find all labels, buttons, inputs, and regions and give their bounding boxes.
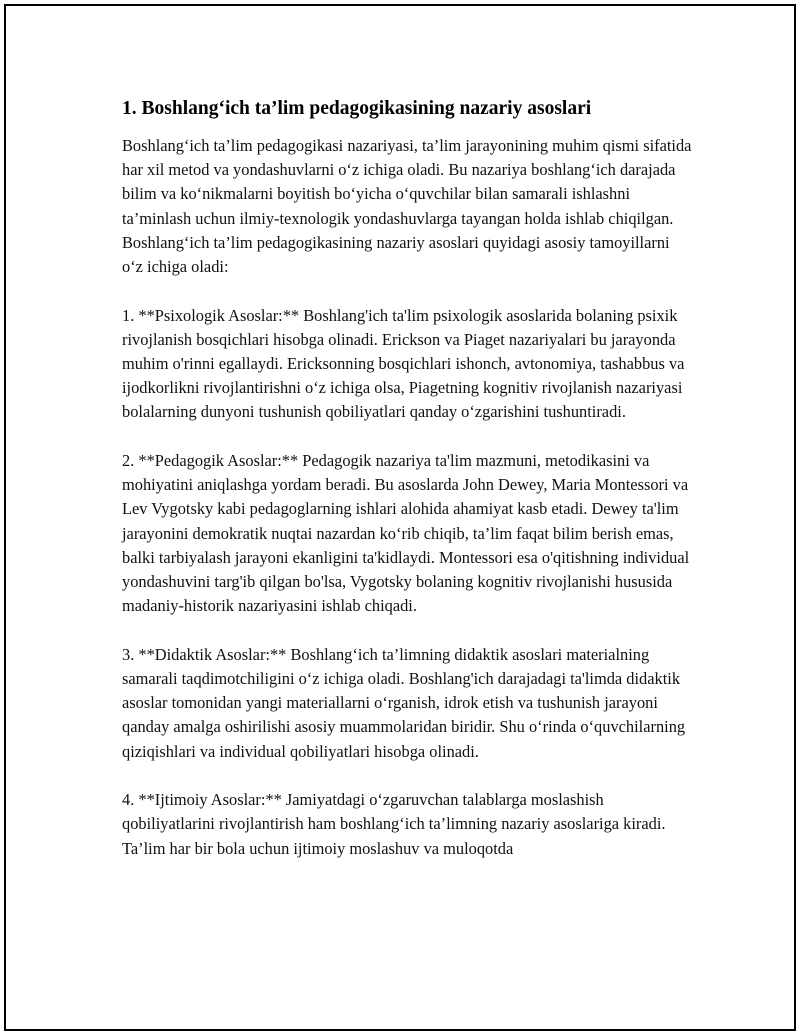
social-foundations-paragraph: 4. **Ijtimoiy Asoslar:** Jamiyatdagi o‘zgaruvchan talablarga moslashish qobiliyatlarini rivojlantirish ham boshlang‘ich ta’limning nazariy asoslariga kiradi. Ta’lim har bir bola uchun ijtimoiy moslashuv va muloqotda	[122, 790, 666, 858]
intro-paragraph: Boshlang‘ich ta’lim pedagogikasi nazariyasi, ta’lim jarayonining muhim qismi sifatida har xil metod va yondashuvlarni o‘z ichiga oladi. Bu nazariya boshlang‘ich darajada bilim va ko‘nikmalarni boyitish bo‘yicha o‘quvchilar bilan samarali ishlashni ta’minlash uchun ilmiy-texnologik yondashuvlarga tayangan holda ishlab chiqilgan. Boshlang‘ich ta’lim pedagogikasining nazariy asoslari quyidagi asosiy tamoyillarni o‘z ichiga oladi:	[122, 136, 692, 277]
document-body	[122, 96, 694, 885]
section-heading: 1. Boshlang‘ich ta’lim pedagogikasining nazariy asoslari	[122, 98, 592, 119]
pedagogical-foundations-paragraph: 2. **Pedagogik Asoslar:** Pedagogik nazariya ta'lim mazmuni, metodikasini va mohiyatini aniqlashga yordam beradi. Bu asoslarda John Dewey, Maria Montessori va Lev Vygotsky kabi pedagoglarning ishlari alohida ahamiyat kasb etadi. Dewey ta'lim jarayonini demokratik nuqtai nazardan ko‘rib chiqib, ta’lim faqat bilim berish emas, balki tarbiyalash jarayoni ekanligini ta'kidlaydi. Montessori esa o'qitishning individual yondashuvini targ'ib qilgan bo'lsa, Vygotsky bolaning kognitiv rivojlanishi hususida madaniy-historik nazariyasini ishlab chiqadi.	[122, 451, 690, 616]
didactic-foundations-paragraph: 3. **Didaktik Asoslar:** Boshlang‘ich ta’limning didaktik asoslari materialning samarali taqdimotchiligini o‘z ichiga oladi. Boshlang'ich darajadagi ta'limda didaktik asoslar tomonidan yangi materiallarni o‘rganish, idrok etish va tushunish jarayoni qanday amalga oshirilishi asosiy muammolaridan biridir. Shu o‘rinda o‘quvchilarning qiziqishlari va individual qobiliyatlari hisobga olinadi.	[122, 644, 686, 761]
page-frame	[4, 4, 796, 1031]
psychological-foundations-paragraph: 1. **Psixologik Asoslar:** Boshlang'ich ta'lim psixologik asoslarida bolaning psixik rivojlanish bosqichlari hisobga olinadi. Erickson va Piaget nazariyalari bu jarayonda muhim o'rinni egallaydi. Ericksonning bosqichlari ishonch, avtonomiya, tashabbus va ijodkorlikni rivojlantirishni o‘z ichiga olsa, Piagetning kognitiv rivojlanish nazariyasi bolalarning dunyoni tushunish qobiliyatlari qanday o‘zgarishini tushuntiradi.	[122, 305, 685, 422]
